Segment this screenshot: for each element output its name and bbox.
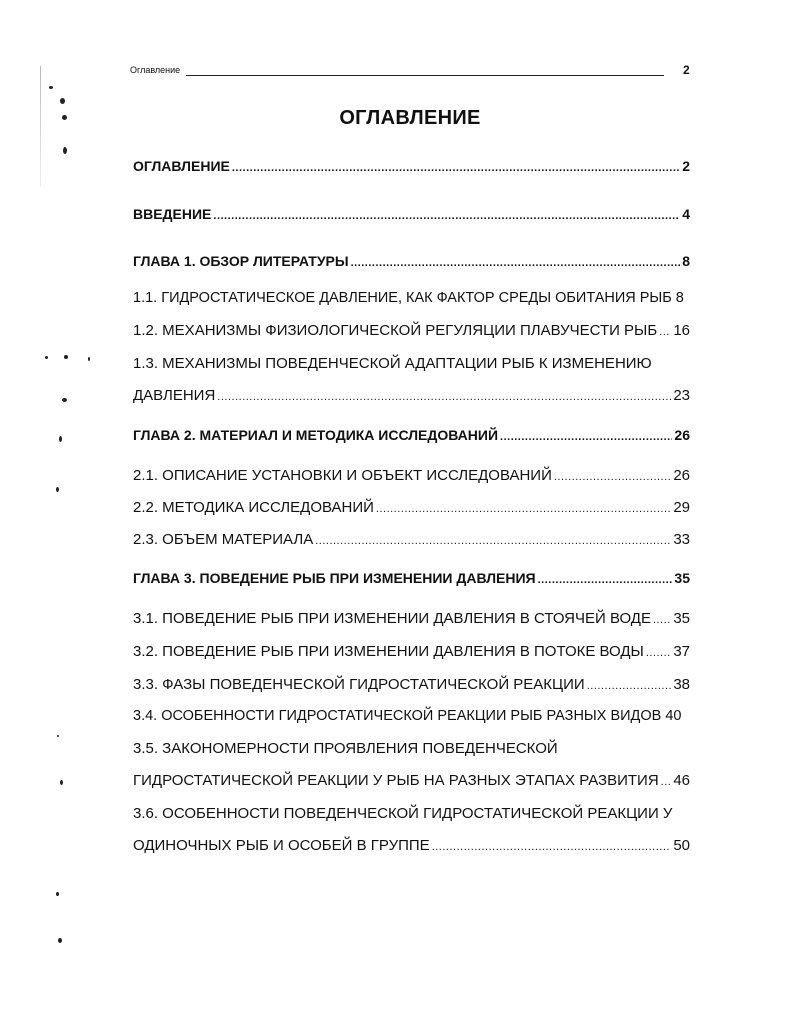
toc-entry-chapter-2[interactable] — [133, 427, 690, 449]
dot-leader — [500, 432, 672, 443]
page-title: ОГЛАВЛЕНИЕ — [339, 107, 481, 129]
dot-leader — [432, 842, 672, 853]
dot-leader — [538, 575, 673, 586]
toc-entry-label: ВВЕДЕНИЕ — [133, 206, 212, 222]
dot-leader — [217, 392, 671, 403]
toc-entry-page: 37 — [673, 643, 690, 660]
toc-entry-page: 50 — [673, 837, 690, 854]
toc-entry-label: ГЛАВА 1. ОБЗОР ЛИТЕРАТУРЫ — [133, 253, 349, 269]
toc-entry-page: 35 — [673, 610, 690, 627]
dot-leader — [587, 681, 672, 692]
toc-entry-3-6-line2[interactable] — [133, 837, 690, 859]
toc-entry-label-cont: ГИДРОСТАТИЧЕСКОЙ РЕАКЦИИ У РЫБ НА РАЗНЫХ ЭТАПАХ РАЗВИТИЯ — [133, 772, 659, 789]
toc-entry-chapter-3[interactable] — [133, 570, 690, 592]
dot-leader — [213, 211, 680, 222]
toc-entry-1-1[interactable] — [133, 290, 690, 312]
toc-entry-page: 23 — [673, 387, 690, 404]
toc-entry-label: 1.3. МЕХАНИЗМЫ ПОВЕДЕНЧЕСКОЙ АДАПТАЦИИ РЫБ К ИЗМЕНЕНИЮ — [133, 355, 652, 372]
toc-entry-page: 33 — [673, 531, 690, 548]
toc-entry-label: 3.5. ЗАКОНОМЕРНОСТИ ПРОЯВЛЕНИЯ ПОВЕДЕНЧЕСКОЙ — [133, 740, 558, 757]
dot-leader — [232, 163, 680, 174]
dot-leader — [554, 472, 671, 483]
toc-entry-label: 2.2. МЕТОДИКА ИССЛЕДОВАНИЙ — [133, 499, 374, 516]
toc-entry-page: 29 — [673, 499, 690, 516]
dot-leader — [659, 327, 671, 338]
toc-entry-page: 46 — [673, 772, 690, 789]
toc-entry-page: 26 — [673, 467, 690, 484]
toc-entry-2-1[interactable] — [133, 467, 690, 489]
toc-entry-page: 26 — [674, 427, 690, 443]
toc-entry-2-2[interactable] — [133, 499, 690, 521]
toc-entry-label: 3.1. ПОВЕДЕНИЕ РЫБ ПРИ ИЗМЕНЕНИИ ДАВЛЕНИЯ В СТОЯЧЕЙ ВОДЕ — [133, 610, 651, 627]
toc-entry-3-2[interactable] — [133, 643, 690, 665]
toc-entry-3-3[interactable] — [133, 676, 690, 698]
toc-entry-3-5-line2[interactable] — [133, 772, 690, 794]
toc-entry-label: 3.2. ПОВЕДЕНИЕ РЫБ ПРИ ИЗМЕНЕНИИ ДАВЛЕНИЯ В ПОТОКЕ ВОДЫ — [133, 643, 644, 660]
toc-entry-page: 35 — [674, 570, 690, 586]
toc-entry-vvedenie[interactable] — [133, 206, 690, 228]
toc-entry-label: ОГЛАВЛЕНИЕ — [133, 158, 230, 174]
toc-entry-label: 3.4. ОСОБЕННОСТИ ГИДРОСТАТИЧЕСКОЙ РЕАКЦИИ РЫБ РАЗНЫХ ВИДОВ — [133, 708, 662, 724]
toc-entry-page: 40 — [665, 708, 682, 724]
toc-entry-1-3-line2[interactable] — [133, 387, 690, 409]
toc-entry-page: 8 — [682, 253, 690, 269]
dot-leader — [653, 615, 671, 626]
page-number: 2 — [683, 63, 690, 77]
toc-entry-3-6-line1[interactable] — [133, 805, 690, 827]
toc-entry-oglavlenie[interactable] — [133, 158, 690, 180]
toc-entry-page: 16 — [673, 322, 690, 339]
toc-entry-label: ГЛАВА 3. ПОВЕДЕНИЕ РЫБ ПРИ ИЗМЕНЕНИИ ДАВЛЕНИЯ — [133, 570, 536, 586]
toc-entry-page: 2 — [682, 158, 690, 174]
toc-entry-page: 38 — [673, 676, 690, 693]
toc-entry-label: 2.1. ОПИСАНИЕ УСТАНОВКИ И ОБЪЕКТ ИССЛЕДОВАНИЙ — [133, 467, 552, 484]
toc-entry-1-2[interactable] — [133, 322, 690, 344]
toc-entry-1-3-line1[interactable] — [133, 355, 690, 377]
toc-entry-page: 4 — [682, 206, 690, 222]
toc-entry-3-1[interactable] — [133, 610, 690, 632]
dot-leader — [646, 648, 672, 659]
toc-entry-label: 1.1. ГИДРОСТАТИЧЕСКОЕ ДАВЛЕНИЕ, КАК ФАКТОР СРЕДЫ ОБИТАНИЯ РЫБ — [133, 290, 672, 306]
toc-entry-label-cont: ДАВЛЕНИЯ — [133, 387, 216, 404]
toc-entry-2-3[interactable] — [133, 531, 690, 553]
toc-entry-label: 3.3. ФАЗЫ ПОВЕДЕНЧЕСКОЙ ГИДРОСТАТИЧЕСКОЙ РЕАКЦИИ — [133, 676, 585, 693]
toc-entry-label: 2.3. ОБЪЕМ МАТЕРИАЛА — [133, 531, 314, 548]
toc-entry-chapter-1[interactable] — [133, 253, 690, 275]
toc-entry-3-5-line1[interactable] — [133, 740, 690, 762]
dot-leader — [661, 777, 672, 788]
toc-entry-page: 8 — [675, 290, 684, 306]
toc-entry-label-cont: ОДИНОЧНЫХ РЫБ И ОСОБЕЙ В ГРУППЕ — [133, 837, 430, 854]
dot-leader — [351, 258, 681, 269]
toc-entry-label: 3.6. ОСОБЕННОСТИ ПОВЕДЕНЧЕСКОЙ ГИДРОСТАТИЧЕСКОЙ РЕАКЦИИ У — [133, 805, 673, 822]
dot-leader — [376, 504, 671, 515]
toc-entry-3-4[interactable] — [133, 708, 690, 730]
toc-entry-label: ГЛАВА 2. МАТЕРИАЛ И МЕТОДИКА ИССЛЕДОВАНИЙ — [133, 427, 499, 443]
running-title: Оглавление — [130, 65, 181, 75]
header-rule — [186, 75, 664, 76]
dot-leader — [315, 536, 671, 547]
toc-entry-label: 1.2. МЕХАНИЗМЫ ФИЗИОЛОГИЧЕСКОЙ РЕГУЛЯЦИИ ПЛАВУЧЕСТИ РЫБ — [133, 322, 658, 339]
